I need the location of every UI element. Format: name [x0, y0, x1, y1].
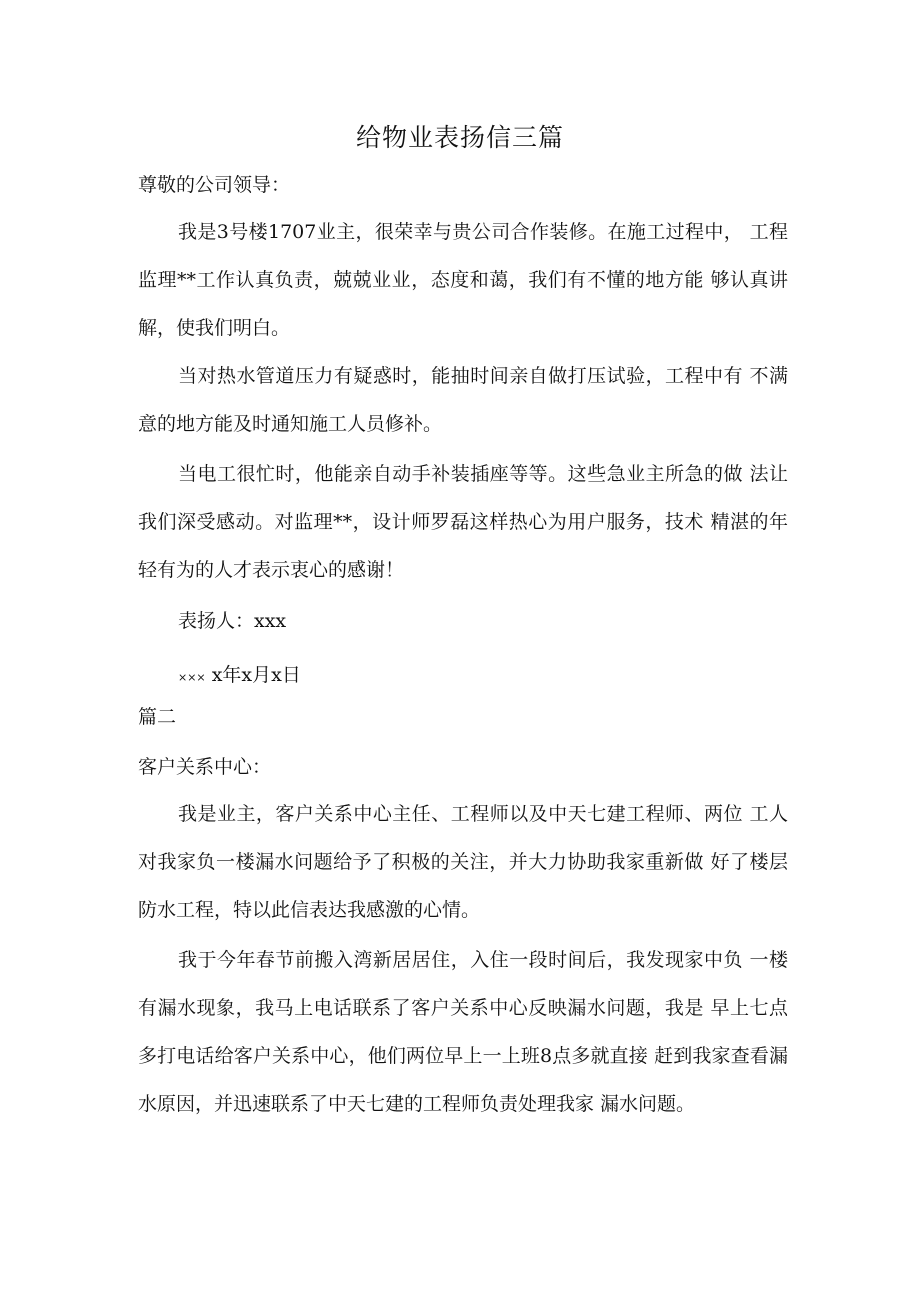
letter1-paragraph-2: 当对热水管道压力有疑惑时，能抽时间亲自做打压试验，工程中有 不满意的地方能及时通知施工人员修补。: [138, 365, 788, 435]
date-prefix: ×××: [178, 671, 206, 684]
section2-paragraph-1: 我是业主，客户关系中心主任、工程师以及中天七建工程师、两位 工人对我家负一楼漏水问题给予了积极的关注，并大力协助我家重新做 好了楼层防水工程，特以此信表达我感激的心情。: [138, 803, 788, 921]
section2-heading: 篇二: [138, 706, 177, 728]
letter1-paragraph-1: 我是3号楼1707业主，很荣幸与贵公司合作装修。在施工过程中， 工程监理**工作认真负责，兢兢业业，态度和蔼，我们有不懂的地方能 够认真讲解，使我们明白。: [138, 221, 788, 339]
letter1-signer: 表扬人：xxx: [178, 610, 287, 632]
letter1-date-line: [178, 660, 301, 693]
letter1-salutation: 尊敬的公司领导：: [138, 174, 291, 196]
letter1-date: x年x月x日: [211, 664, 301, 686]
document-title: 给物业表扬信三篇: [355, 123, 564, 152]
section2-salutation: 客户关系中心：: [138, 756, 272, 778]
section2-paragraph-2: 我于今年春节前搬入湾新居居住，入住一段时间后，我发现家中负 一楼有漏水现象，我马上电话联系了客户关系中心反映漏水问题，我是 早上七点多打电话给客户关系中心，他们两位早上一上班8点多就直接 赶到我家查看漏水原因，并迅速联系了中天七建的工程师负责处理我家 漏水问题。: [138, 949, 788, 1115]
letter1-paragraph-3: 当电工很忙时，他能亲自动手补装插座等等。这些急业主所急的做 法让我们深受感动。对监理**，设计师罗磊这样热心为用户服务，技术 精湛的年轻有为的人才表示衷心的感谢！: [138, 463, 788, 581]
